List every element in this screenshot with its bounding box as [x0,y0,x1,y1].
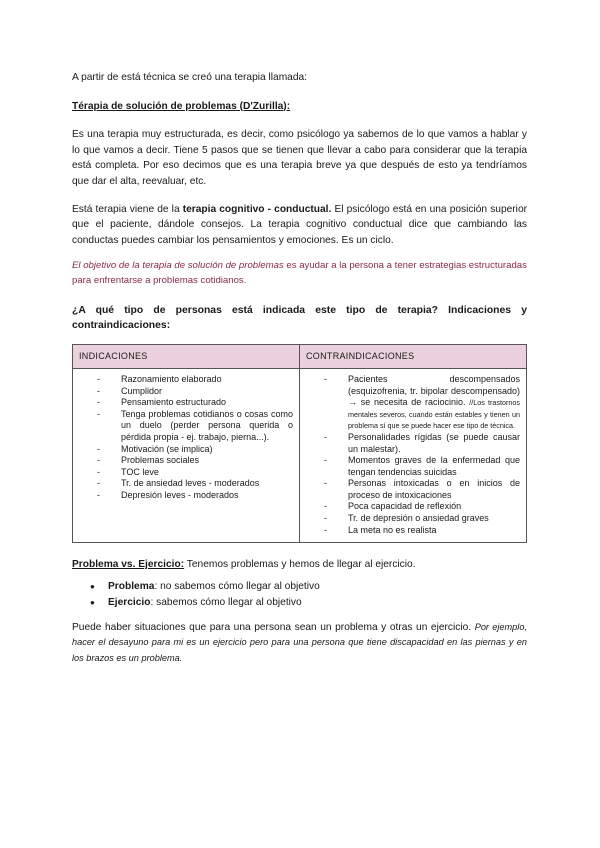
closing-example: Por ejemplo, hacer el desayuno para mi es un ejercicio pero para una persona que tiene discapacidad en las piernas y en los brazos es un problema. [72,621,527,664]
question-heading: ¿A qué tipo de personas está indicada este tipo de terapia? Indicaciones y contraindicaciones: [72,304,527,332]
closing-plain: Puede haber situaciones que para una persona sean un problema y otras un ejercicio. [72,621,475,633]
therapy-heading: Térapia de solución de problemas (D'Zurilla): [72,100,291,112]
contraindication-item [312,374,520,432]
indication-item: - TOC leve [85,467,293,479]
contraindications-cell [300,368,527,542]
contraindication-item: - La meta no es realista [312,525,520,537]
indication-item: - Tr. de ansiedad leves - moderados [85,478,293,490]
indication-item: - Problemas sociales [85,455,293,467]
indication-item: - Cumplidor [85,386,293,398]
definition-text: : no sabemos cómo llegar al objetivo [154,580,320,592]
contraindication-item: - Tr. de depresión o ansiedad graves [312,513,520,525]
indication-item: - Motivación (se implica) [85,444,293,456]
objective-paragraph [72,259,527,289]
indications-table [72,344,527,543]
contraindication-item: - Personalidades rígidas (se puede causar un malestar). [312,432,520,455]
indications-cell [73,368,300,542]
origin-text-end: El psicólogo está en una posición superior que el paciente, dándole consejos. La terapia cognitivo conductual dice que cambiando las conductas puedes cambiar los pensamientos y emociones. Es un ciclo. [72,203,528,246]
origin-bold-term: terapia cognitivo - conductual. [182,203,332,215]
closing-paragraph [72,620,527,667]
intro-text: A partir de está técnica se creó una terapia llamada: [72,72,308,83]
contraindication-item: - Personas intoxicadas o en inicios de proceso de intoxicaciones [312,478,520,501]
definition-item [72,579,527,595]
definition-term: Ejercicio [108,596,151,608]
indication-item: - Tenga problemas cotidianos o cosas como un duelo (perder persona querida o pérdida propia - ej. trabajo, pierna...). [85,409,293,444]
problem-vs-exercise [72,557,527,573]
document-page [72,70,527,667]
contraindication-item: - Momentos graves de la enfermedad que tengan tendencias suicidas [312,455,520,478]
problem-label: Problema vs. Ejercicio: [72,559,185,571]
indication-item: - Pensamiento estructurado [85,397,293,409]
objective-rest: es ayudar a la persona a tener estrategias estructuradas para enfrentarse a problemas cotidianos. [72,260,527,287]
contraindications-list [306,374,520,536]
contraindication-note: //Los trastornos mentales severos, cuando están estables y tienen un problema sí que se puede hacer ese tipo de técnica. [348,398,520,431]
indications-list [79,374,293,502]
problem-text: Tenemos problemas y hemos de llegar al ejercicio. [184,559,416,571]
origin-text-start: Está terapia viene de la [72,203,183,215]
definition-text: : sabemos cómo llegar al objetivo [150,596,302,608]
contraindication-main: Pacientes descompensados (esquizofrenia, tr. bipolar descompensado) → se necesita de raciocinio. [348,373,520,408]
definition-item [72,595,527,611]
contraindications-header: CONTRAINDICACIONES [300,345,527,369]
definition-list [72,579,527,611]
indication-item: - Depresión leves - moderados [85,490,293,502]
description-paragraph: Es una terapia muy estructurada, es decir, como psicólogo ya sabemos de lo que vamos a hablar y lo que vamos a decir. Tiene 5 pasos que se tienen que llevar a cabo para considerar que la terapia está completa. Por eso decimos que es una terapia breve ya que después de esto ya tendríamos que dar el alta, reevaluar, etc. [72,129,527,187]
objective-italic: El objetivo de la terapia de solución de problemas [72,260,284,272]
indication-item: - Razonamiento elaborado [85,374,293,386]
contraindication-item: - Poca capacidad de reflexión [312,501,520,513]
indications-header: INDICACIONES [73,345,300,369]
origin-paragraph [72,202,527,249]
definition-term: Problema [108,580,155,592]
